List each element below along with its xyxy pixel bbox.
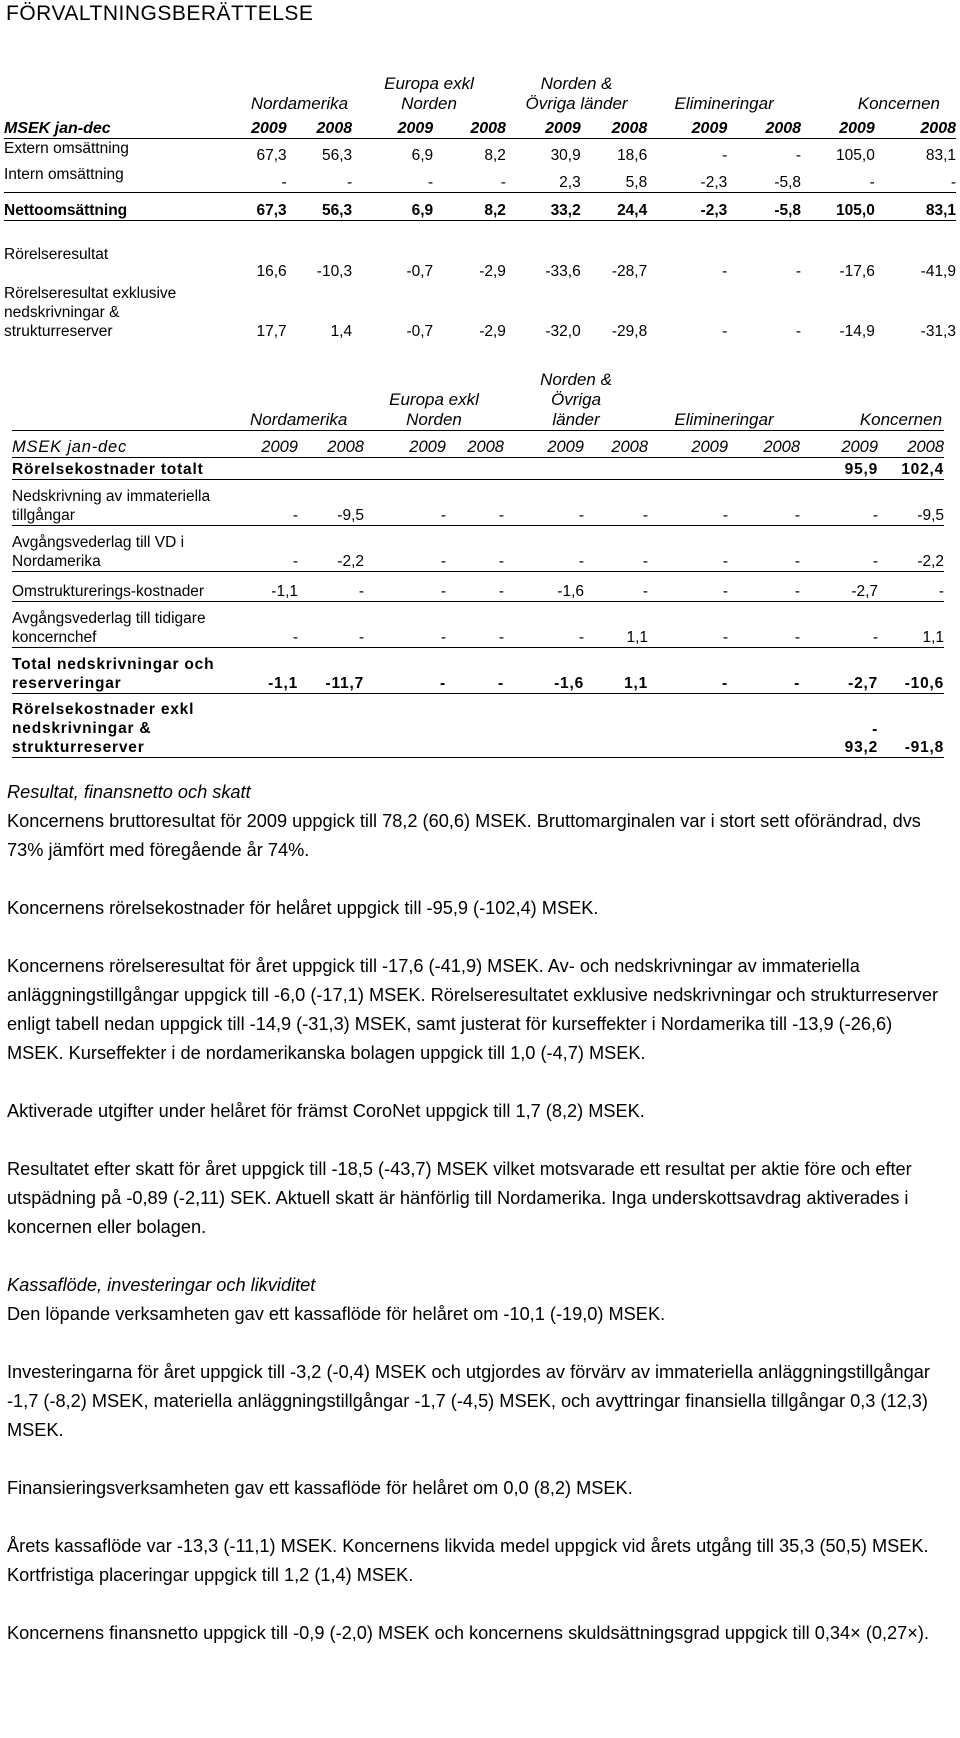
group-header-row xyxy=(4,74,956,114)
value-cell: - xyxy=(648,602,728,648)
value-cell: - xyxy=(728,526,800,572)
year-cell: 2008 xyxy=(446,431,504,458)
value-cell: -1,1 xyxy=(222,648,298,694)
value-cell: - xyxy=(648,572,728,602)
group-header: Elimineringar xyxy=(674,410,774,429)
value-cell: - xyxy=(722,322,728,340)
year-cell: 2009 xyxy=(800,431,878,458)
table-row xyxy=(12,458,944,480)
value-cell: -5,8 xyxy=(727,193,801,221)
value-cell: - xyxy=(584,572,648,602)
value-cell: -1,6 xyxy=(504,648,584,694)
value-cell: -29,8 xyxy=(611,322,648,340)
table-row xyxy=(12,572,944,602)
value-cell: - xyxy=(364,480,446,526)
section-heading: Resultat, finansnetto och skatt xyxy=(7,782,251,802)
row-label: Nettoomsättning xyxy=(4,193,208,221)
value-cell: - xyxy=(364,526,446,572)
value-cell: 1,1 xyxy=(584,648,648,694)
value-cell: - xyxy=(728,602,800,648)
paragraph: Koncernens bruttoresultat för 2009 uppgick till 78,2 (60,6) MSEK. Bruttomarginalen var i stort sett oförändrad, dvs 73% jämfört med föregående år 74%. xyxy=(7,811,921,860)
value-cell: - xyxy=(875,165,956,193)
value-cell: - xyxy=(722,146,728,164)
table-row xyxy=(4,281,956,341)
year-cell: 2008 xyxy=(728,431,800,458)
value-cell: - xyxy=(795,262,802,280)
value-cell xyxy=(222,694,298,758)
value-cell: -1,6 xyxy=(504,572,584,602)
value-cell: 83,1 xyxy=(925,146,956,164)
value-cell: - xyxy=(800,526,878,572)
year-cell: 2008 xyxy=(581,114,648,139)
row-label: Rörelseresultat xyxy=(4,245,109,263)
writedown-table xyxy=(12,370,944,758)
value-cell: 1,1 xyxy=(584,602,648,648)
value-cell: - xyxy=(222,602,298,648)
group-header: Nordamerika xyxy=(250,94,349,113)
value-cell: 1,1 xyxy=(878,602,944,648)
paragraph: Årets kassaflöde var -13,3 (-11,1) MSEK. Koncernens likvida medel uppgick vid årets utgång till 35,3 (50,5) MSEK. Kortfristiga placeringar uppgick till 1,2 (1,4) MSEK. xyxy=(7,1536,929,1585)
value-cell xyxy=(364,694,446,758)
row-label: Avgångsvederlag till tidigare koncernchef xyxy=(12,602,222,648)
value-cell: 2,3 xyxy=(506,165,581,193)
value-cell: 17,7 xyxy=(256,322,287,340)
paragraph: Investeringarna för året uppgick till -3,2 (-0,4) MSEK och utgjordes av förvärv av immateriella anläggningstillgångar -1,7 (-8,2) MSEK, materiella anläggningstillgångar -1,7 (-4,5) MSEK, och avyttringar finansiella tillgångar 0,3 (12,3) MSEK. xyxy=(7,1362,930,1440)
value-cell: -17,6 xyxy=(839,262,875,280)
value-cell: -2,9 xyxy=(479,262,506,280)
group-header: Nordamerika xyxy=(250,410,348,429)
year-cell: 2008 xyxy=(875,114,956,139)
paragraph: Koncernens rörelseresultat för året uppgick till -17,6 (-41,9) MSEK. Av- och nedskrivningar av immateriella anläggningstillgångar uppgick till -6,0 (-17,1) MSEK. Rörelseresultatet exklusive nedskrivningar och strukturreserver enligt tabell nedan uppgick till -14,9 (-31,3) MSEK, samt justerat för kurseffekter i Nordamerika till -13,9 (-26,6) MSEK. Kurseffekter i de nordamerikanska bolagen uppgick till 1,0 (-4,7) MSEK. xyxy=(7,956,939,1063)
value-cell: -2,7 xyxy=(800,648,878,694)
value-cell: - xyxy=(298,572,364,602)
value-cell: 56,3 xyxy=(287,193,352,221)
section-heading: Kassaflöde, investeringar och likviditet xyxy=(7,1275,316,1295)
value-cell xyxy=(298,458,364,480)
group-header: Elimineringar xyxy=(674,94,774,113)
value-cell: 105,0 xyxy=(801,193,875,221)
value-cell xyxy=(298,694,364,758)
table-row xyxy=(12,526,944,572)
value-cell: -2,9 xyxy=(479,322,506,340)
year-cell: 2009 xyxy=(364,431,446,458)
value-cell: 1,4 xyxy=(330,322,353,340)
year-cell: 2009 xyxy=(208,114,287,139)
value-cell: - xyxy=(728,480,800,526)
value-cell: - xyxy=(504,480,584,526)
row-label: Rörelseresultat exklusive nedskrivningar & strukturreserver xyxy=(4,284,177,340)
year-cell: 2009 xyxy=(504,431,584,458)
value-cell: -14,9 xyxy=(839,322,875,340)
value-cell: - xyxy=(222,526,298,572)
row-label: Avgångsvederlag till VD i Nordamerika xyxy=(12,526,222,572)
paragraph: Den löpande verksamheten gav ett kassaflöde för helåret om -10,1 (-19,0) MSEK. xyxy=(7,1304,666,1324)
value-cell: 8,2 xyxy=(484,146,506,164)
value-cell: - xyxy=(364,648,446,694)
value-cell: - xyxy=(795,322,802,340)
value-cell: - xyxy=(800,480,878,526)
value-cell: - xyxy=(446,480,504,526)
value-cell: 83,1 xyxy=(875,193,956,221)
body-text xyxy=(7,778,947,1648)
paragraph: Finansieringsverksamheten gav ett kassaflöde för helåret om 0,0 (8,2) MSEK. xyxy=(7,1478,633,1498)
value-cell: 102,4 xyxy=(878,458,944,480)
value-cell xyxy=(222,458,298,480)
value-cell xyxy=(364,458,446,480)
value-cell: 67,3 xyxy=(208,193,287,221)
value-cell xyxy=(584,458,648,480)
value-cell: - xyxy=(648,526,728,572)
value-cell xyxy=(648,458,728,480)
value-cell: - xyxy=(728,648,800,694)
value-cell: 6,9 xyxy=(352,193,433,221)
row-label: Intern omsättning xyxy=(4,165,208,193)
value-cell: - xyxy=(728,572,800,602)
value-cell: 24,4 xyxy=(581,193,648,221)
value-cell: 95,9 xyxy=(800,458,878,480)
row-label: Omstrukturerings-kostnader xyxy=(12,572,222,602)
table-row xyxy=(4,165,956,193)
value-cell: - xyxy=(648,480,728,526)
value-cell: -11,7 xyxy=(298,648,364,694)
value-cell: - xyxy=(584,526,648,572)
year-cell: 2009 xyxy=(506,114,581,139)
value-cell: - xyxy=(364,572,446,602)
table-row xyxy=(4,193,956,221)
table-row xyxy=(12,694,944,758)
table-row xyxy=(12,480,944,526)
value-cell: -10,3 xyxy=(316,262,353,280)
year-header-row xyxy=(12,431,944,458)
value-cell: 33,2 xyxy=(506,193,581,221)
page-title: FÖRVALTNINGSBERÄTTELSE xyxy=(6,2,314,25)
table-row xyxy=(12,602,944,648)
value-cell: -32,0 xyxy=(545,322,581,340)
year-cell: 2009 xyxy=(222,431,298,458)
year-header-row xyxy=(4,114,956,139)
value-cell: 105,0 xyxy=(836,146,875,164)
paragraph: Resultatet efter skatt för året uppgick till -18,5 (-43,7) MSEK vilket motsvarade ett resultat per aktie före och efter utspädning på -0,89 (-2,11) SEK. Aktuell skatt är hänförlig till Nordamerika. Inga underskottsavdrag aktiverades i koncernen eller bolagen. xyxy=(7,1159,912,1237)
value-cell: 16,6 xyxy=(256,262,287,280)
value-cell: -41,9 xyxy=(920,262,956,280)
row-label: Total nedskrivningar och reserveringar xyxy=(12,648,222,694)
value-cell xyxy=(504,694,584,758)
value-cell: -9,5 xyxy=(878,480,944,526)
value-cell: - xyxy=(364,602,446,648)
value-cell: 8,2 xyxy=(433,193,506,221)
value-cell: -91,8 xyxy=(878,694,944,758)
value-cell: -9,5 xyxy=(298,480,364,526)
year-cell: 2009 xyxy=(352,114,433,139)
paragraph: Koncernens rörelsekostnader för helåret uppgick till -95,9 (-102,4) MSEK. xyxy=(7,898,599,918)
value-cell: -2,7 xyxy=(800,572,878,602)
group-header: Norden & Övriga länder xyxy=(540,370,612,429)
year-cell: 2009 xyxy=(801,114,875,139)
value-cell xyxy=(446,458,504,480)
value-cell: - 93,2 xyxy=(800,694,878,758)
value-cell: - xyxy=(446,572,504,602)
value-cell: - xyxy=(298,602,364,648)
group-header: Koncernen xyxy=(859,410,943,429)
value-cell: -0,7 xyxy=(406,322,434,340)
year-cell: 2009 xyxy=(648,431,728,458)
table-row xyxy=(4,139,956,165)
row-label: Nedskrivning av immateriella tillgångar xyxy=(12,480,222,526)
group-header: Koncernen xyxy=(857,94,940,113)
table-row xyxy=(12,648,944,694)
segment-table xyxy=(4,74,956,341)
paragraph: Koncernens finansnetto uppgick till -0,9 (-2,0) MSEK och koncernens skuldsättningsgrad uppgick till 0,34× (0,27×). xyxy=(7,1623,930,1643)
row-label: Extern omsättning xyxy=(4,140,129,157)
value-cell: - xyxy=(446,526,504,572)
value-cell: - xyxy=(722,262,728,280)
year-cell: 2008 xyxy=(878,431,944,458)
value-cell: -33,6 xyxy=(545,262,581,280)
row-label: Rörelsekostnader exkl nedskrivningar & strukturreserver xyxy=(12,694,222,758)
value-cell: 30,9 xyxy=(550,146,581,164)
value-cell: - xyxy=(878,572,944,602)
group-header-row xyxy=(12,370,944,431)
value-cell: -2,3 xyxy=(647,193,727,221)
value-cell: -2,3 xyxy=(647,165,727,193)
value-cell: 56,3 xyxy=(321,146,353,164)
value-cell: - xyxy=(648,648,728,694)
value-cell: -5,8 xyxy=(727,165,801,193)
value-cell xyxy=(446,694,504,758)
year-cell: 2008 xyxy=(287,114,352,139)
year-cell: 2009 xyxy=(647,114,727,139)
group-header: Europa exkl Norden xyxy=(389,390,479,429)
value-cell: 5,8 xyxy=(581,165,648,193)
value-cell xyxy=(648,694,728,758)
value-cell: -10,6 xyxy=(878,648,944,694)
value-cell: -0,7 xyxy=(406,262,434,280)
group-header: Norden & Övriga länder xyxy=(525,74,628,113)
value-cell: - xyxy=(584,480,648,526)
value-cell: 6,9 xyxy=(411,146,434,164)
value-cell: - xyxy=(801,165,875,193)
value-cell: - xyxy=(287,165,352,193)
year-cell: 2008 xyxy=(298,431,364,458)
header-label: MSEK jan-dec xyxy=(12,431,222,458)
table-row xyxy=(4,245,956,281)
paragraph: Aktiverade utgifter under helåret för främst CoroNet uppgick till 1,7 (8,2) MSEK. xyxy=(7,1101,645,1121)
value-cell: 67,3 xyxy=(256,146,287,164)
value-cell: - xyxy=(800,602,878,648)
value-cell: - xyxy=(504,526,584,572)
value-cell: -31,3 xyxy=(920,322,956,340)
header-label: MSEK jan-dec xyxy=(4,114,208,139)
row-label: Rörelsekostnader totalt xyxy=(12,458,222,480)
value-cell: -1,1 xyxy=(222,572,298,602)
value-cell: - xyxy=(352,165,433,193)
value-cell: - xyxy=(222,480,298,526)
value-cell xyxy=(728,694,800,758)
year-cell: 2008 xyxy=(584,431,648,458)
value-cell: - xyxy=(208,165,287,193)
value-cell xyxy=(504,458,584,480)
value-cell: -2,2 xyxy=(878,526,944,572)
value-cell: - xyxy=(446,648,504,694)
spacer xyxy=(4,221,956,245)
value-cell: 18,6 xyxy=(617,146,648,164)
value-cell xyxy=(584,694,648,758)
value-cell xyxy=(728,458,800,480)
value-cell: - xyxy=(446,602,504,648)
year-cell: 2008 xyxy=(433,114,506,139)
year-cell: 2008 xyxy=(727,114,801,139)
value-cell: - xyxy=(795,146,802,164)
value-cell: - xyxy=(504,602,584,648)
value-cell: -28,7 xyxy=(611,262,648,280)
group-header: Europa exkl Norden xyxy=(384,74,474,113)
value-cell: -2,2 xyxy=(298,526,364,572)
value-cell: - xyxy=(433,165,506,193)
